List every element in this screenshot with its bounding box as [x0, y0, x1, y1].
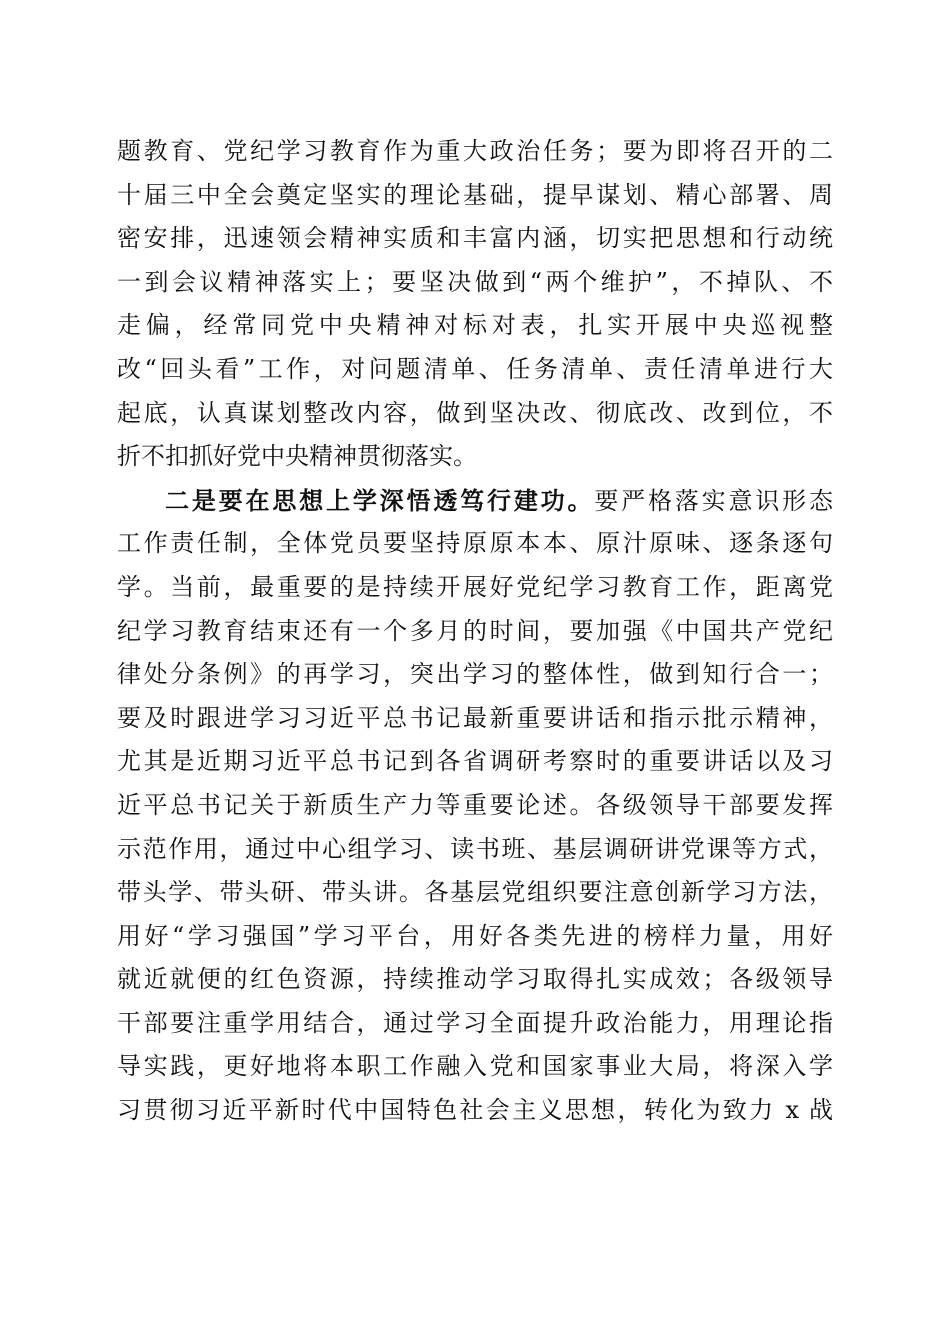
text-line: 干部要注重学用结合，通过学习全面提升政治能力，用理论指 [117, 1008, 833, 1037]
paragraph-1 [117, 130, 833, 479]
document-body [117, 130, 833, 1133]
heading-line-rest: 要严格落实意识形态 [594, 486, 834, 515]
text-line: 一到会议精神落实上；要坚决做到“两个维护”，不掉队、不 [117, 267, 833, 296]
text-line: 十届三中全会奠定坚实的理论基础，提早谋划、精心部署、周 [117, 180, 833, 209]
text-line-first [117, 479, 833, 523]
text-line: 折不扣抓好党中央精神贯彻落实。 [117, 442, 477, 471]
text-line: 密安排，迅速领会精神实质和丰富内涵，切实把思想和行动统 [117, 224, 833, 253]
text-line: 带头学、带头研、带头讲。各基层党组织要注意创新学习方法， [117, 878, 833, 907]
text-line: 习贯彻习近平新时代中国特色社会主义思想，转化为致力 x 战 [117, 1096, 833, 1125]
paragraph-2 [117, 479, 833, 1133]
text-line: 工作责任制，全体党员要坚持原原本本、原汁原味、逐条逐句 [117, 529, 833, 558]
text-line: 走偏，经常同党中央精神对标对表，扎实开展中央巡视整 [117, 311, 833, 340]
text-line: 就近就便的红色资源，持续推动学习取得扎实成效；各级领导 [117, 965, 833, 994]
text-line: 纪学习教育结束还有一个多月的时间，要加强《中国共产党纪 [117, 616, 833, 645]
text-line: 改“回头看”工作，对问题清单、任务清单、责任清单进行大 [117, 354, 833, 383]
text-line: 导实践，更好地将本职工作融入党和国家事业大局，将深入学 [117, 1052, 833, 1081]
text-line: 用好“学习强国”学习平台，用好各类先进的榜样力量，用好 [117, 921, 833, 950]
text-line: 示范作用，通过中心组学习、读书班、基层调研讲党课等方式， [117, 834, 833, 863]
text-line: 尤其是近期习近平总书记到各省调研考察时的重要讲话以及习 [117, 747, 833, 776]
text-line: 学。当前，最重要的是持续开展好党纪学习教育工作，距离党 [117, 572, 833, 601]
text-line: 近平总书记关于新质生产力等重要论述。各级领导干部要发挥 [117, 790, 833, 819]
text-line: 起底，认真谋划整改内容，做到坚决改、彻底改、改到位，不 [117, 398, 833, 427]
paragraph-heading: 二是要在思想上学深悟透笃行建功。 [165, 485, 595, 515]
text-line: 题教育、党纪学习教育作为重大政治任务；要为即将召开的二 [117, 137, 833, 165]
text-line: 律处分条例》的再学习，突出学习的整体性，做到知行合一； [117, 660, 833, 689]
text-line: 要及时跟进学习习近平总书记最新重要讲话和指示批示精神， [117, 703, 833, 732]
